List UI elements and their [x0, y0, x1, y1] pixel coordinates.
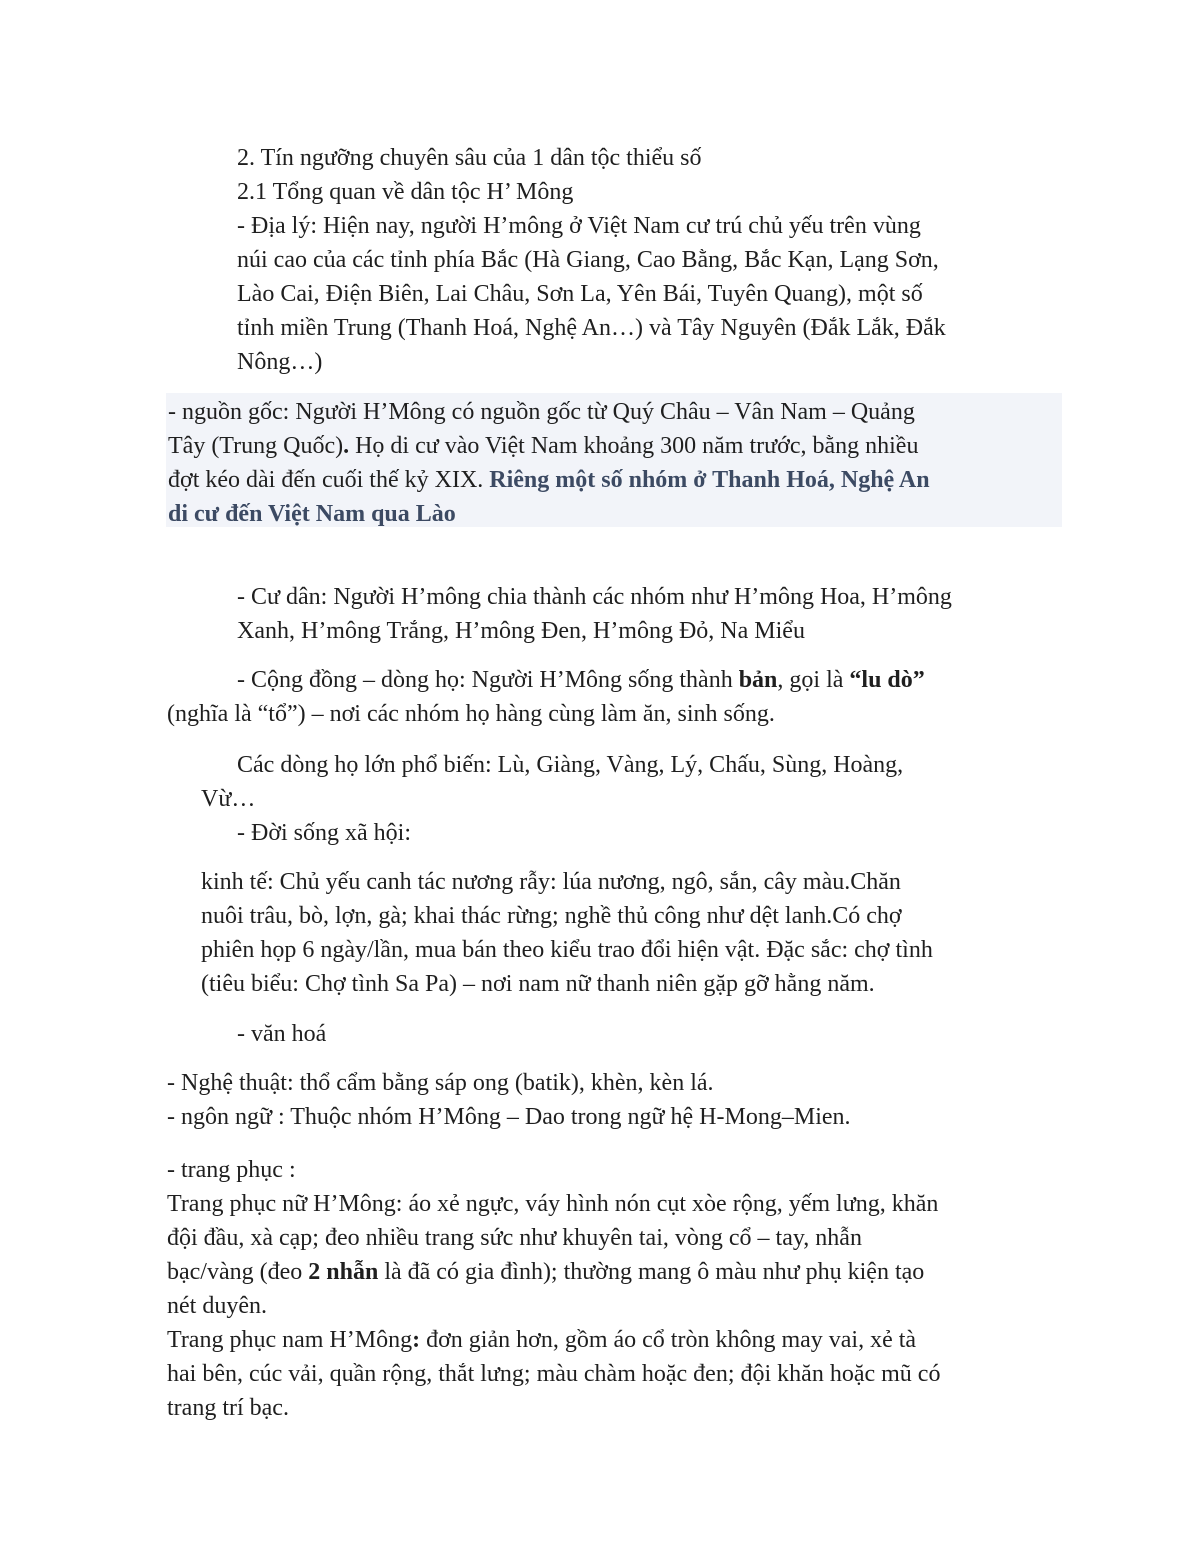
origin-line-1: - nguồn gốc: Người H’Mông có nguồn gốc từ Quý Châu – Vân Nam – Quảng	[168, 399, 915, 425]
residents-paragraph	[237, 580, 1067, 648]
men-colon: :	[412, 1327, 421, 1353]
heading-1: 2. Tín ngưỡng chuyên sâu của 1 dân tộc thiểu số	[237, 145, 702, 171]
clans-line-1: Các dòng họ lớn phổ biến: Lù, Giàng, Vàng, Lý, Chấu, Sùng, Hoàng,	[237, 752, 904, 778]
economy-line-1: kinh tế: Chủ yếu canh tác nương rẫy: lúa nương, ngô, sắn, cây màu.Chăn	[201, 869, 901, 895]
geo-line-3: Lào Cai, Điện Biên, Lai Châu, Sơn La, Yên Bái, Tuyên Quang), một số	[237, 281, 923, 307]
economy-line-4: (tiêu biểu: Chợ tình Sa Pa) – nơi nam nữ thanh niên gặp gỡ hằng năm.	[201, 971, 875, 997]
men-label: Trang phục nam H’Mông	[167, 1327, 413, 1353]
women-two-rings: 2 nhẫn	[308, 1259, 379, 1285]
clans-line-2: Vừ…	[201, 786, 256, 812]
women-line-2: đội đầu, xà cạp; đeo nhiều trang sức như khuyên tai, vòng cổ – tay, nhẫn	[167, 1225, 862, 1251]
geo-line-4: tỉnh miền Trung (Thanh Hoá, Nghệ An…) và Tây Nguyên (Đắk Lắk, Đắk	[237, 315, 946, 341]
community-text-1: - Cộng đồng – dòng họ: Người H’Mông sống thành	[237, 667, 739, 693]
men-line-3: trang trí bạc.	[167, 1395, 289, 1421]
community-ban: bản	[738, 667, 778, 693]
women-line-1: Trang phục nữ H’Mông: áo xẻ ngực, váy hình nón cụt xòe rộng, yếm lưng, khăn	[167, 1191, 939, 1217]
origin-highlight-2: di cư đến Việt Nam qua Lào	[168, 501, 456, 527]
costume-section	[167, 1153, 1067, 1425]
heading-section-2	[237, 141, 1067, 209]
origin-line-2	[168, 429, 1062, 463]
heading-2-1: 2.1 Tổng quan về dân tộc H’ Mông	[237, 179, 574, 205]
economy-line-3: phiên họp 6 ngày/lần, mua bán theo kiểu trao đổi hiện vật. Đặc sắc: chợ tình	[201, 937, 933, 963]
community-line-1	[167, 663, 1067, 697]
social-life-label: - Đời sống xã hội:	[237, 820, 412, 846]
origin-migration: Họ di cư vào Việt Nam khoảng 300 năm trước, bằng nhiều	[349, 433, 919, 459]
residents-line-1: - Cư dân: Người H’mông chia thành các nhóm như H’mông Hoa, H’mông	[237, 584, 952, 610]
origin-country: Tây (Trung Quốc)	[168, 433, 344, 459]
community-paragraph	[167, 663, 1067, 731]
geo-line-5: Nông…)	[237, 349, 323, 375]
geo-line-1: - Địa lý: Hiện nay, người H’mông ở Việt Nam cư trú chủ yếu trên vùng	[237, 213, 921, 239]
language-line: - ngôn ngữ : Thuộc nhóm H’Mông – Dao trong ngữ hệ H-Mong–Mien.	[167, 1104, 851, 1130]
geo-line-2: núi cao của các tỉnh phía Bắc (Hà Giang, Cao Bằng, Bắc Kạn, Lạng Sơn,	[237, 247, 939, 273]
costume-title: - trang phục :	[167, 1157, 296, 1183]
men-line-2: hai bên, cúc vải, quần rộng, thắt lưng; màu chàm hoặc đen; đội khăn hoặc mũ có	[167, 1361, 941, 1387]
community-lu-do: “lu dò”	[849, 667, 925, 693]
economy-paragraph	[201, 865, 1067, 1001]
community-text-2: , gọi là	[777, 667, 850, 693]
art-line: - Nghệ thuật: thổ cẩm bằng sáp ong (batik), khèn, kèn lá.	[167, 1070, 714, 1096]
women-text-2: là đã có gia đình); thường mang ô màu như phụ kiện tạo	[378, 1259, 925, 1285]
community-line-2: (nghĩa là “tổ”) – nơi các nhóm họ hàng cùng làm ăn, sinh sống.	[167, 701, 775, 727]
origin-line-3	[168, 463, 1062, 497]
residents-line-2: Xanh, H’mông Trắng, H’mông Đen, H’mông Đỏ, Na Miểu	[237, 618, 805, 644]
origin-waves: đợt kéo dài đến cuối thế kỷ XIX.	[168, 467, 490, 493]
origin-period: .	[343, 433, 350, 459]
women-text-1: bạc/vàng (đeo	[167, 1259, 309, 1285]
art-language-paragraph	[167, 1066, 1067, 1134]
culture-heading	[237, 1017, 1067, 1051]
men-text: đơn giản hơn, gồm áo cổ tròn không may vai, xẻ tà	[420, 1327, 917, 1353]
social-life-heading	[237, 816, 1067, 850]
men-line-1	[167, 1323, 1067, 1357]
economy-line-2: nuôi trâu, bò, lợn, gà; khai thác rừng; nghề thủ công như dệt lanh.Có chợ	[201, 903, 902, 929]
clans-paragraph	[201, 748, 1067, 816]
geography-paragraph	[237, 209, 1067, 379]
origin-highlight-1: Riêng một số nhóm ở Thanh Hoá, Nghệ An	[489, 467, 930, 493]
culture-label: - văn hoá	[237, 1021, 327, 1047]
women-line-4: nét duyên.	[167, 1293, 267, 1319]
women-line-3	[167, 1255, 1067, 1289]
origin-paragraph	[166, 393, 1062, 527]
